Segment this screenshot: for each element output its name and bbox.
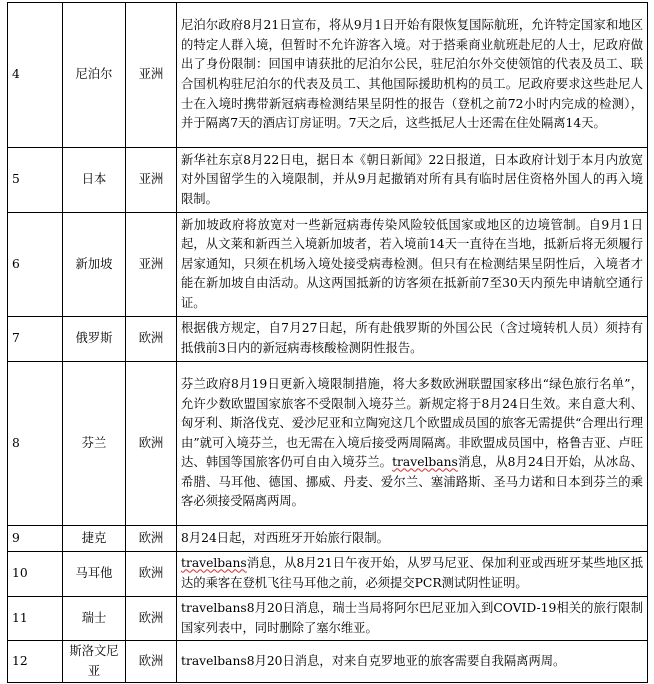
country-cell: 俄罗斯 [63, 317, 126, 362]
country-cell: 捷克 [63, 526, 126, 552]
region-cell: 欧洲 [126, 526, 177, 552]
detail-cell: 新加坡政府将放宽对一些新冠病毒传染风险较低国家或地区的边境管制。自9月1日起，从文莱和新西兰入境新加坡者，若入境前14天一直待在当地，抵新后将无须履行居家通知，只须在机场入境处接受病毒检测。但只有在检测结果呈阴性后，入境者才能在新加坡自由活动。从这两国抵新的访客须在抵新前7至30天内预先申请航空通行证。 [177, 213, 648, 317]
row-number: 6 [8, 213, 63, 317]
table-row [8, 362, 648, 526]
row-number: 7 [8, 317, 63, 362]
source-name: travelbans [392, 455, 458, 470]
travel-restrictions-table [7, 2, 648, 683]
table-row [8, 641, 648, 683]
source-name: travelbans [181, 556, 247, 571]
region-cell: 亚洲 [126, 213, 177, 317]
table-row [8, 3, 648, 148]
row-number: 4 [8, 3, 63, 148]
region-cell: 亚洲 [126, 3, 177, 148]
detail-text: 芬兰政府8月19日更新入境限制措施，将大多数欧洲联盟国家移出“绿色旅行名单”，允许少数欧盟国家旅客不受限制入境芬兰。新规定将于8月24日生效。来自意大利、匈牙利、斯洛伐克、爱沙尼亚和立陶宛这几个欧盟成员国的旅客无需提供“合理出行理由”就可入境芬兰，也无需在入境后接受两周隔离。非欧盟成员国中，格鲁吉亚、卢旺达、韩国等国旅客仍可自由入境芬兰。 [181, 376, 643, 470]
region-cell: 欧洲 [126, 597, 177, 641]
detail-cell: 新华社东京8月22日电，据日本《朝日新闻》22日报道，日本政府计划于本月内放宽对外国留学生的入境限制，并从9月起撤销对所有具有临时居住资格外国人的再入境限制。 [177, 148, 648, 213]
country-cell: 新加坡 [63, 213, 126, 317]
detail-cell: 尼泊尔政府8月21日宣布，将从9月1日开始有限恢复国际航班，允许特定国家和地区的特定人群入境，但暂时不允许游客入境。对于搭乘商业航班赴尼的人士，尼政府做出了身份限制：回国申请获批的尼泊尔公民，驻尼泊尔外交使领馆的代表及员工、联合国机构驻尼泊尔的代表及员工、其他国际援助机构的员工。尼政府要求这些赴尼人士在入境时携带新冠病毒检测结果呈阴性的报告（登机之前72小时内完成的检测），并于隔离7天的酒店订房证明。7天之后，这些抵尼人士还需在住处隔离14天。 [177, 3, 648, 148]
detail-text: 消息，从8月24日开始，从冰岛、希腊、马耳他、德国、挪威、丹麦、爱尔兰、塞浦路斯、圣马力诺和日本到芬兰的乘客必须接受隔离两周。 [181, 455, 643, 509]
region-cell: 欧洲 [126, 317, 177, 362]
country-cell: 尼泊尔 [63, 3, 126, 148]
country-cell: 芬兰 [63, 362, 126, 526]
region-cell: 欧洲 [126, 362, 177, 526]
country-cell: 瑞士 [63, 597, 126, 641]
row-number: 8 [8, 362, 63, 526]
row-number: 9 [8, 526, 63, 552]
row-number: 11 [8, 597, 63, 641]
region-cell: 欧洲 [126, 641, 177, 683]
table-row [8, 552, 648, 597]
row-number: 5 [8, 148, 63, 213]
country-cell: 斯洛文尼亚 [63, 641, 126, 683]
region-cell: 亚洲 [126, 148, 177, 213]
region-cell: 欧洲 [126, 552, 177, 597]
detail-cell: 8月24日起，对西班牙开始旅行限制。 [177, 526, 648, 552]
detail-cell: travelbans8月20日消息，瑞士当局将阿尔巴尼亚加入到COVID-19相关的旅行限制国家列表中，同时删除了塞尔维亚。 [177, 597, 648, 641]
country-cell: 日本 [63, 148, 126, 213]
detail-cell [177, 552, 648, 597]
row-number: 12 [8, 641, 63, 683]
table-row [8, 148, 648, 213]
row-number: 10 [8, 552, 63, 597]
detail-cell: 根据俄方规定，自7月27日起，所有赴俄罗斯的外国公民（含过境转机人员）须持有抵俄前3日内的新冠病毒核酸检测阴性报告。 [177, 317, 648, 362]
table-row [8, 526, 648, 552]
detail-cell: travelbans8月20日消息，对来自克罗地亚的旅客需要自我隔离两周。 [177, 641, 648, 683]
table-row [8, 597, 648, 641]
detail-cell [177, 362, 648, 526]
detail-text: 消息，从8月21日午夜开始，从罗马尼亚、保加利亚或西班牙某些地区抵达的乘客在登机飞往马耳他之前，必须提交PCR测试阴性证明。 [181, 556, 643, 590]
country-cell: 马耳他 [63, 552, 126, 597]
table-row [8, 317, 648, 362]
table-row [8, 213, 648, 317]
